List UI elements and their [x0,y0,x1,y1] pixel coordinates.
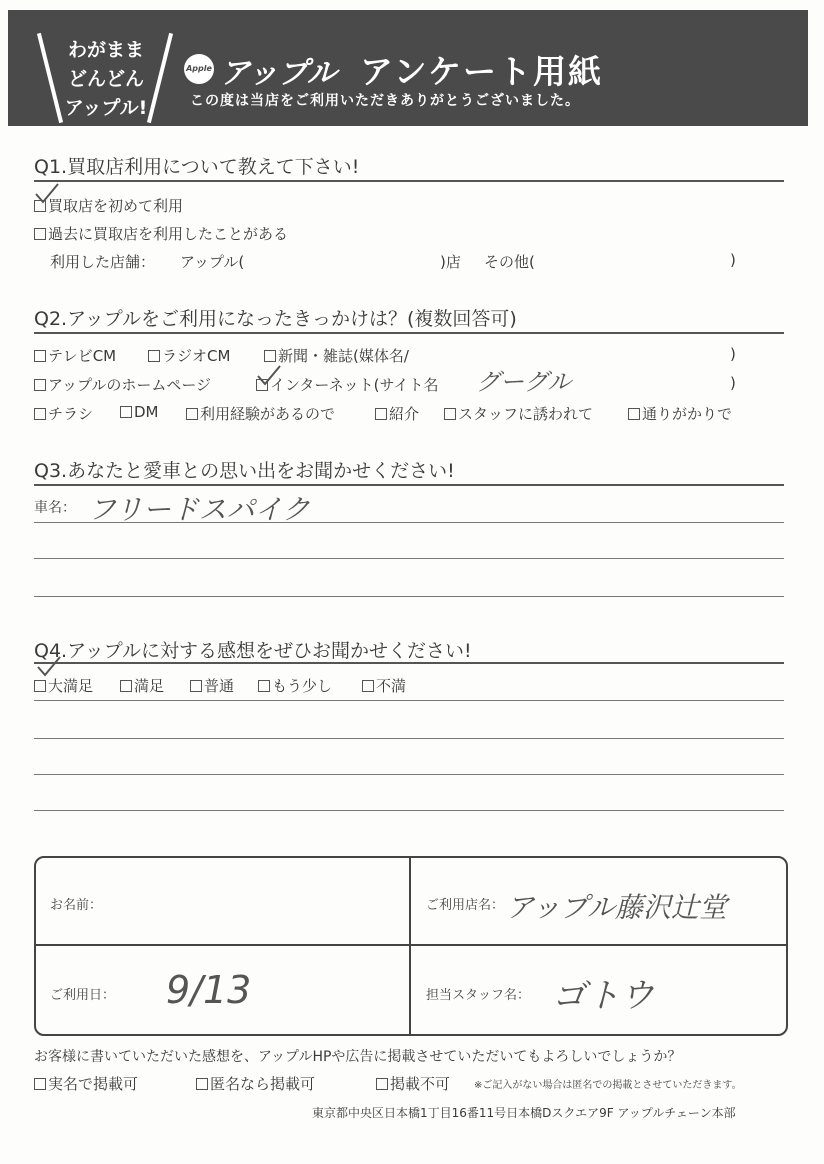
q3-rule [34,484,784,486]
car-name-label: 車名： [34,500,76,516]
checkbox[interactable] [34,1078,46,1090]
q2-option-dm[interactable]: DM [120,403,159,421]
q1-option-first-time[interactable]: 買取店を初めて利用 [34,195,183,216]
checkbox[interactable] [362,680,374,692]
form-title: アンケート用紙 [360,52,604,91]
checkbox[interactable] [120,406,132,418]
checkbox[interactable] [190,680,202,692]
q1-rule [34,180,784,182]
date-label: ご利用日： [50,988,116,1003]
q2-option-newspaper[interactable]: 新聞・雑誌(媒体名/ [264,345,409,366]
q4-option-dissatisfied[interactable]: 不満 [362,675,406,696]
writing-line [34,522,784,523]
q4-rule [34,662,784,664]
checkbox[interactable] [186,408,198,420]
checkbox[interactable] [34,200,46,212]
checkbox[interactable] [375,408,387,420]
apple-logo-icon: Apple [184,54,214,84]
handwritten-date: 9/13 [166,968,252,1012]
divider [409,858,411,1034]
q2-option-referral[interactable]: 紹介 [375,403,419,424]
q1-other-label: その他( [484,253,535,271]
checkbox[interactable] [376,1078,388,1090]
q1-store-apple: アップル( [180,253,245,271]
q2-option-flyer[interactable]: チラシ [34,403,93,424]
writing-line [34,738,784,739]
q2-option-tv[interactable]: テレビCM [34,345,116,366]
handwritten-store-name: アップル藤沢辻堂 [506,891,727,924]
consent-option-real-name[interactable]: 実名で掲載可 [34,1073,138,1094]
checkbox[interactable] [258,680,270,692]
q4-option-normal[interactable]: 普通 [190,675,234,696]
q2-option-homepage[interactable]: アップルのホームページ [34,374,211,395]
name-label: お名前： [50,898,103,913]
q1-option-used-before[interactable]: 過去に買取店を利用したことがある [34,223,288,244]
store-name-label: ご利用店名： [426,898,505,913]
writing-line [34,596,784,597]
handwritten-staff-name: ゴトウ [552,976,654,1016]
writing-line [34,810,784,811]
q2-option-experience[interactable]: 利用経験があるので [186,403,335,424]
q2-option-radio[interactable]: ラジオCM [148,345,230,366]
q3-title: Q3.あなたと愛車との思い出をお聞かせください! [34,460,455,482]
survey-header [8,10,808,126]
staff-name-label: 担当スタッフ名： [426,988,531,1003]
checkbox[interactable] [196,1078,208,1090]
divider [36,944,786,946]
brand-logo-text: アップル [220,56,337,91]
customer-info-box [34,856,788,1036]
writing-line [34,558,784,559]
writing-line [34,774,784,775]
checkbox[interactable] [34,680,46,692]
q2-option-staff[interactable]: スタッフに誘われて [444,403,593,424]
form-subtitle: この度は当店をご利用いただきありがとうございました。 [190,93,580,109]
q2-close-paren: ) [730,345,736,363]
checkbox[interactable] [34,408,46,420]
writing-line [34,700,784,701]
checkbox[interactable] [444,408,456,420]
q2-title: Q2.アップルをご利用になったきっかけは？(複数回答可) [34,308,517,330]
q4-title: Q4.アップルに対する感想をぜひお聞かせください! [34,640,472,662]
q2-option-internet[interactable]: インターネット(サイト名 [256,374,438,395]
checkbox[interactable] [34,228,46,240]
checkbox[interactable] [628,408,640,420]
slogan: わがまま どんどん アップル! [64,39,148,119]
consent-question: お客様に書いていただいた感想を、アップルHPや広告に掲載させていただいてもよろしいでしょうか？ [34,1049,682,1065]
q2-option-passing[interactable]: 通りがかりで [628,403,732,424]
q1-other-close: ) [730,251,736,269]
q1-title: Q1.買取店利用について教えて下さい! [34,156,360,178]
consent-note: ※ご記入がない場合は匿名での掲載とさせていただきます。 [474,1080,742,1091]
handwritten-car-name: フリードスパイク [88,493,311,526]
checkbox[interactable] [256,379,268,391]
checkbox[interactable] [34,379,46,391]
q4-option-satisfied[interactable]: 満足 [120,675,164,696]
handwritten-site-name: グーグル [476,368,572,396]
q4-option-could-be-better[interactable]: もう少し [258,675,332,696]
q1-store-label: 利用した店舗： [50,253,156,271]
footer-address: 東京都中央区日本橋1丁目16番11号日本橋Dスクエア9F アップルチェーン本部 [312,1106,736,1120]
checkbox[interactable] [34,350,46,362]
checkbox[interactable] [264,350,276,362]
checkbox[interactable] [148,350,160,362]
consent-option-decline[interactable]: 掲載不可 [376,1073,450,1094]
q4-option-very-satisfied[interactable]: 大満足 [34,675,93,696]
consent-option-anonymous[interactable]: 匿名なら掲載可 [196,1073,315,1094]
checkbox[interactable] [120,680,132,692]
q1-store-suffix: )店 [440,253,461,271]
q2-close-paren: ) [730,374,736,392]
q2-rule [34,332,784,334]
